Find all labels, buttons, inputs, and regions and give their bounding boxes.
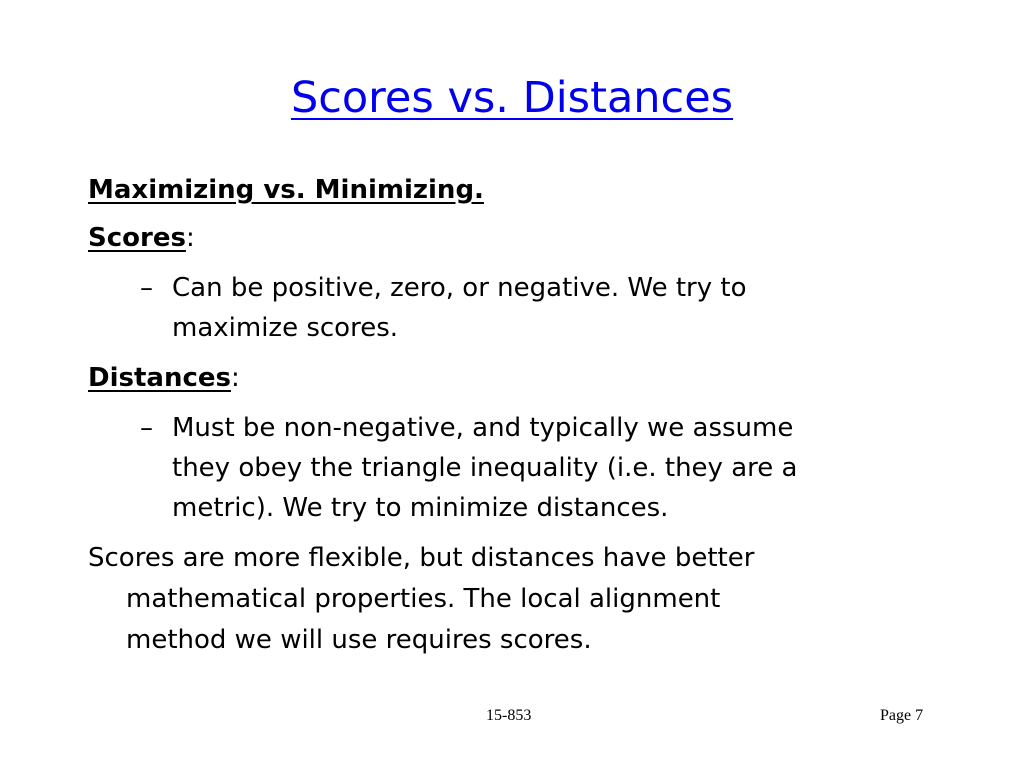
footer-page-number: Page 7 xyxy=(880,707,924,724)
subheading: Maximizing vs. Minimizing. xyxy=(88,175,484,205)
scores-bullet-text: Can be positive, zero, or negative. We try to maximize scores. xyxy=(172,273,747,343)
distances-colon: : xyxy=(230,363,240,393)
conclusion-paragraph: Scores are more flexible, but distances have better mathematical properties. The local alignment method we will use requires scores. xyxy=(88,543,755,655)
distances-label: Distances xyxy=(88,363,231,393)
distances-bullet xyxy=(140,408,940,528)
scores-colon: : xyxy=(185,223,195,253)
footer-course: 15-853 xyxy=(486,707,532,724)
distances-bullet-dash: – xyxy=(140,413,153,443)
slide-title: Scores vs. Distances xyxy=(290,73,734,123)
scores-bullet-dash: – xyxy=(140,273,153,303)
scores-heading xyxy=(88,218,195,258)
distances-bullet-text: Must be non-negative, and typically we assume they obey the triangle inequality (i.e. they are a metric). We try to minimize distances. xyxy=(172,413,798,523)
distances-heading xyxy=(88,358,240,398)
scores-bullet xyxy=(140,268,940,348)
scores-label: Scores xyxy=(88,223,186,253)
